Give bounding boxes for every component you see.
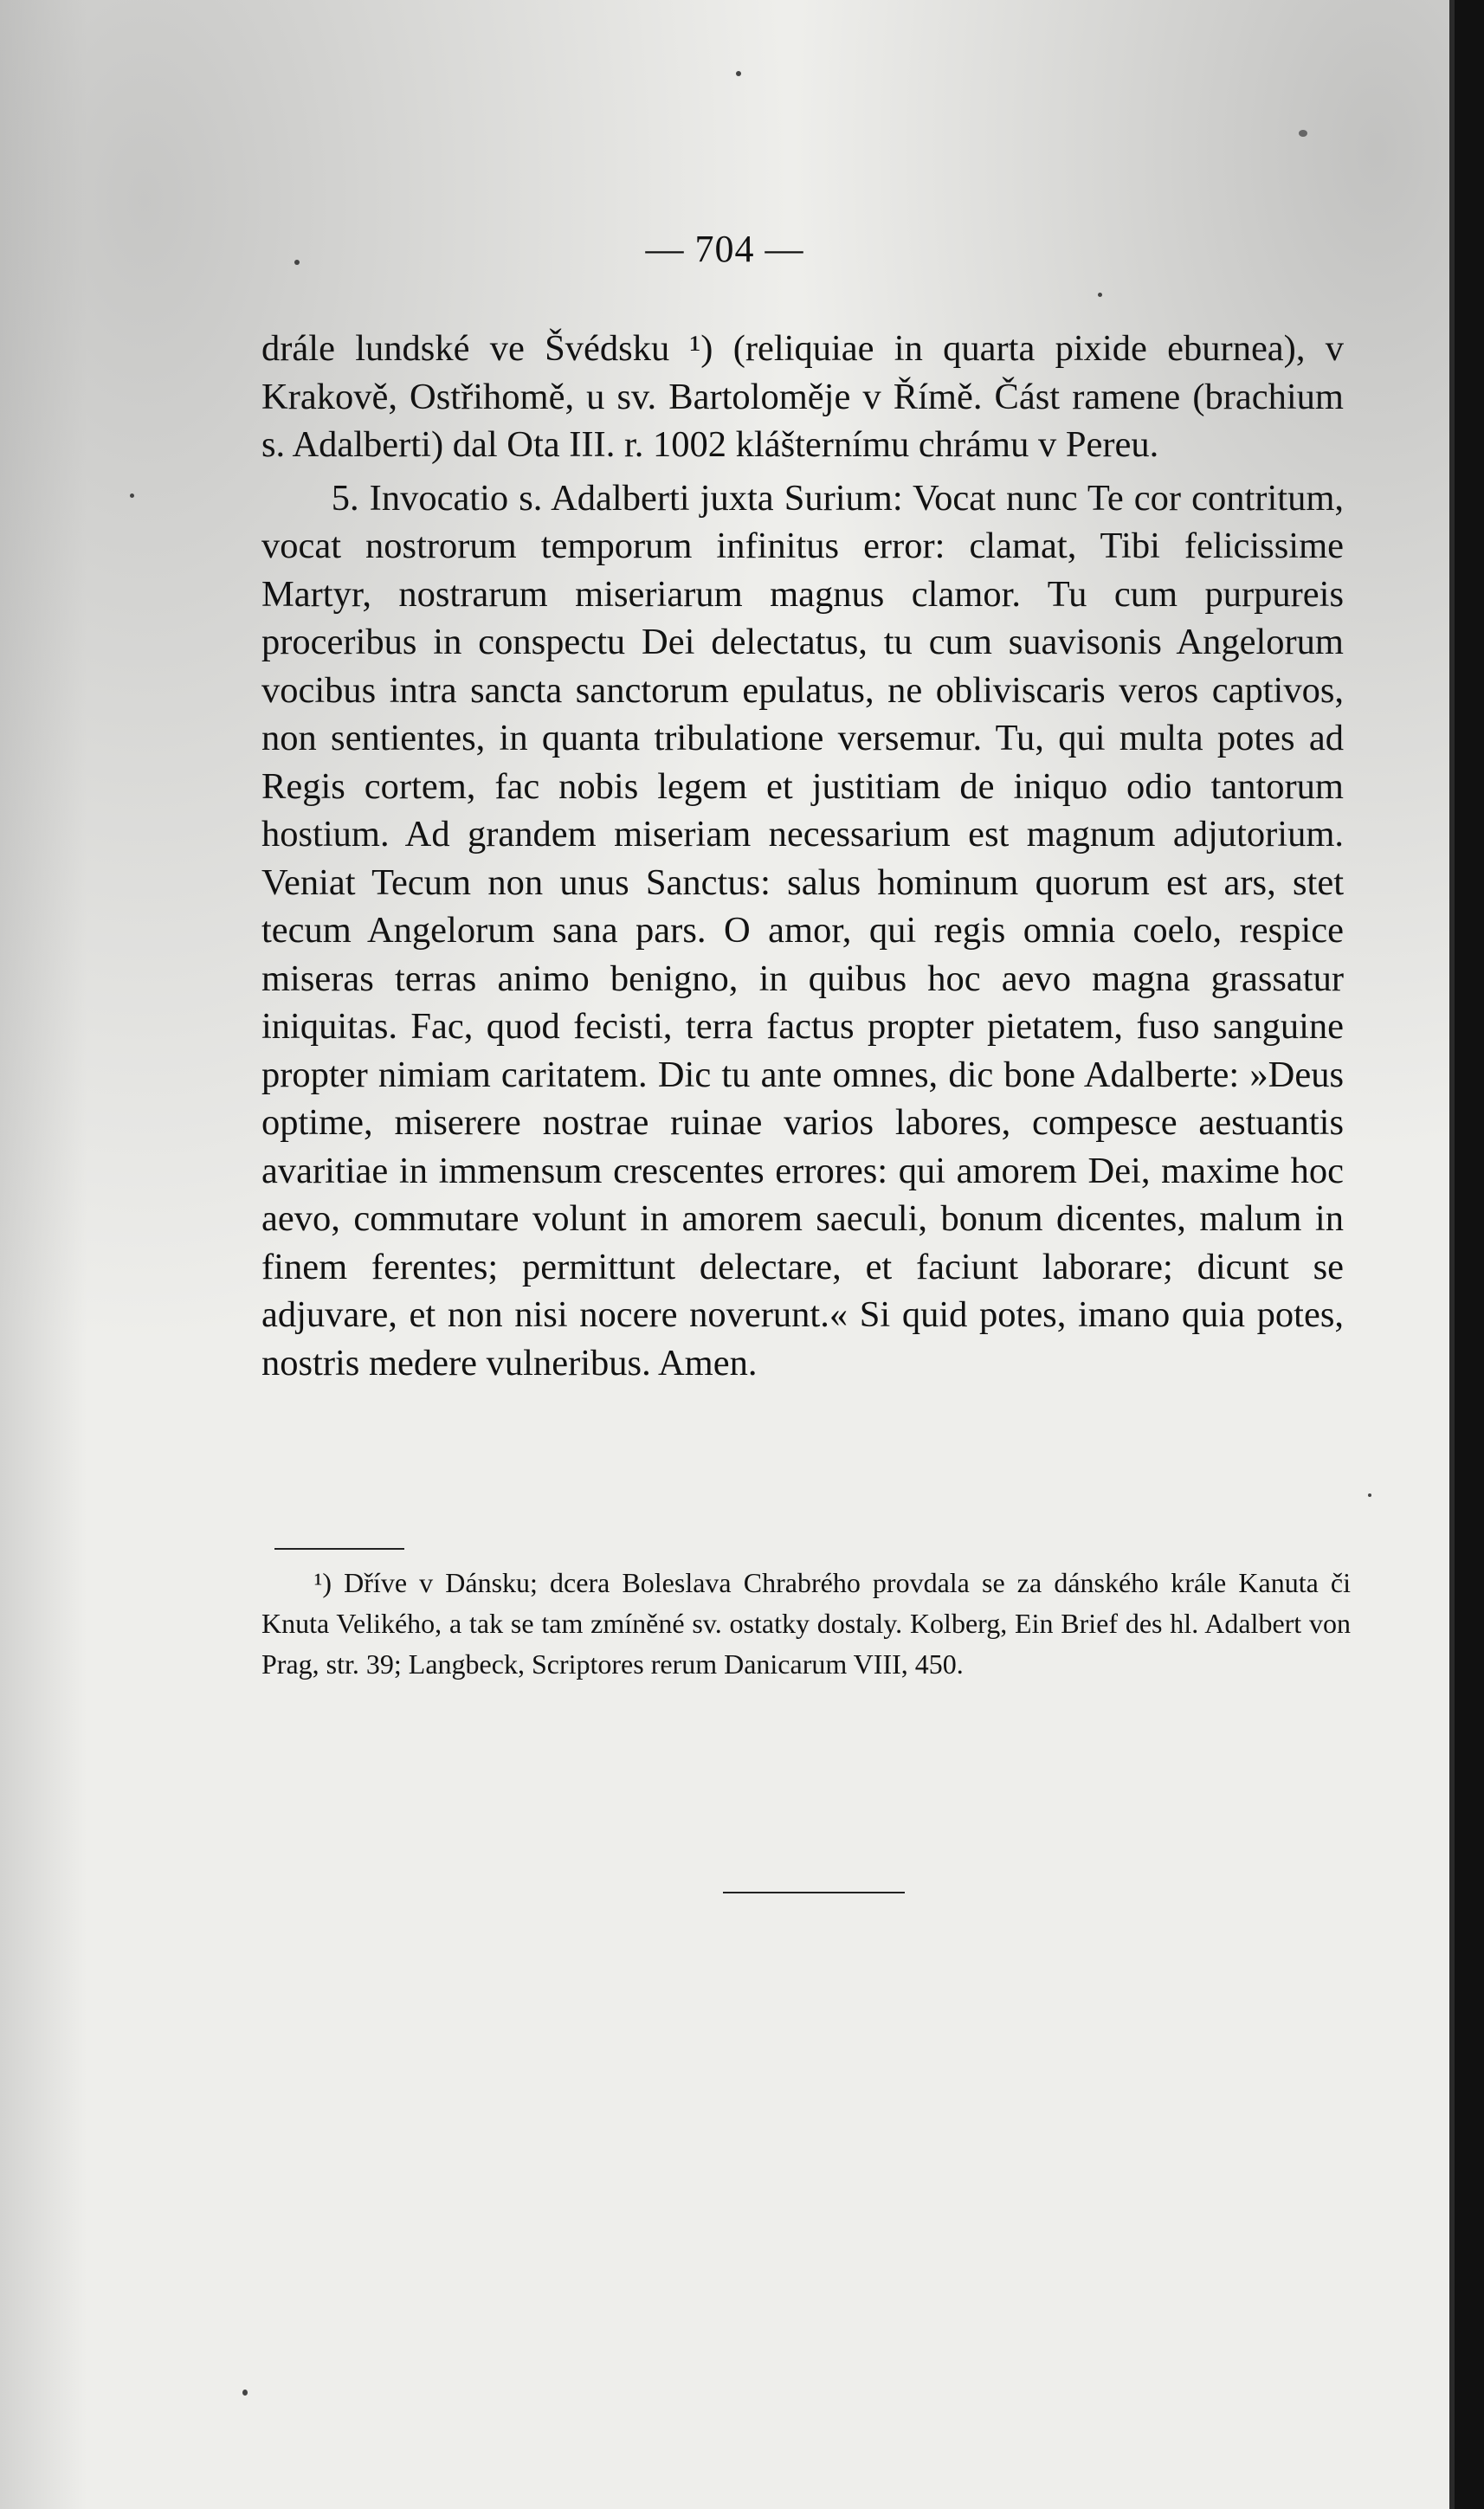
paragraph-invocatio: 5. Invocatio s. Adalberti juxta Surium: Vocat nunc Te cor contritum, vocat nostrorum temporum infinitus error: clamat, Tibi felicissime Martyr, nostrarum miseriarum magnus clamor. Tu cum purpureis proceribus in conspectu Dei delectatus, tu cum suavisonis Angelorum vocibus intra sancta sanctorum epulatus, ne obliviscaris veros captivos, non sentientes, in quanta tribulatione versemur. Tu, qui multa potes ad Regis cortem, fac nobis legem et justitiam de iniquo odio tantorum hostium. Ad grandem miseriam necessarium est magnum adjutorium. Veniat Tecum non unus Sanctus: salus hominum quorum est ars, stet tecum Angelorum sana pars. O amor, qui regis omnia coelo, respice miseras terras animo benigno, in quibus hoc aevo magna grassatur iniquitas. Fac, quod fecisti, terra factus propter pietatem, fuso sanguine propter nimiam caritatem. Dic tu ante omnes, dic bone Adalberte: »Deus optime, miserere nostrae ruinae varios labores, compesce aestuantis avaritiae in immensum crescentes errores: qui amorem Dei, maxime hoc aevo, commutare volunt in amorem saeculi, bonum dicentes, malum in finem ferentes; permittunt delectare, et faciunt laborare; dicunt se adjuvare, et non nisi nocere noverunt.« Si quid potes, imano quia potes, nostris medere vulneribus. Amen. [261,477,1344,1383]
speck [1368,1493,1371,1497]
speck [130,493,134,498]
speck [1299,130,1307,137]
footnote-separator [274,1548,404,1550]
main-text [261,325,1344,1387]
end-rule [723,1892,905,1893]
page-number: — 704 — [645,228,804,270]
speck [1098,293,1102,297]
speck [736,71,741,76]
footnote-text: ¹) Dříve v Dánsku; dcera Boleslava Chrabrého provdala se za dánského krále Kanuta či Knuta Velikého, a tak se tam zmíněné sv. ostatky dostaly. Kolberg, Ein Brief des hl. Adalbert von Prag, str. 39; Langbeck, Scriptores rerum Danicarum VIII, 450. [261,1567,1351,1680]
speck [242,2390,248,2396]
footnote [261,1563,1351,1685]
scan-border [1449,0,1484,2509]
paragraph-continuation: drále lundské ve Švédsku ¹) (reliquiae in quarta pixide eburnea), v Krakově, Ostřihomě, u sv. Bartoloměje v Římě. Část ramene (brachium s. Adalberti) dal Ota III. r. 1002 klášternímu chrámu v Pereu. [261,328,1344,465]
